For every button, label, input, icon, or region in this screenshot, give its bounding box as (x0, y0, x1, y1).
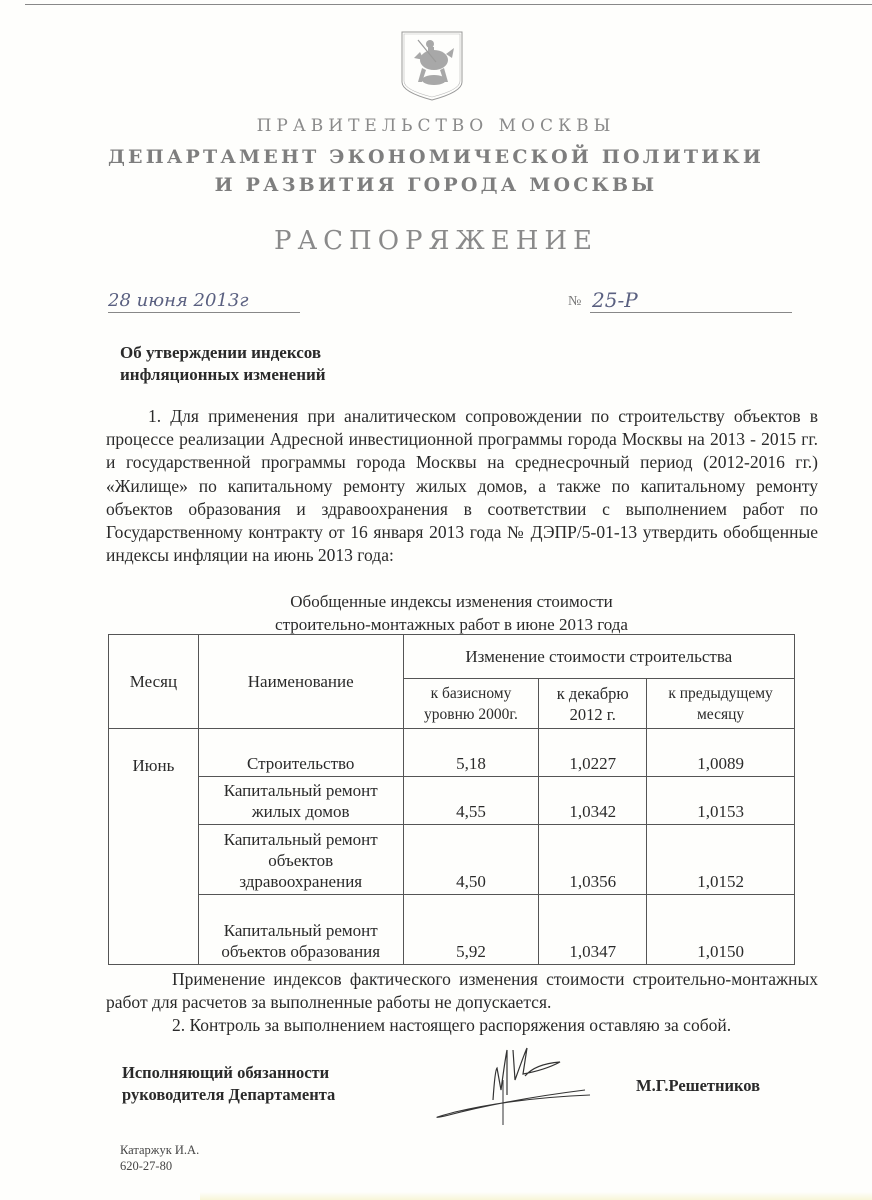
table-row (109, 825, 795, 895)
row-name: Строительство (198, 729, 403, 777)
row-base-2000: 5,18 (403, 729, 539, 777)
row-dec-2012: 1,0347 (539, 895, 647, 965)
table-row (109, 777, 795, 825)
header-prev-month: к предыдущему месяцу (647, 679, 795, 729)
paper-edge-tint (200, 1192, 872, 1200)
document-date: 28 июня 2013г (108, 290, 300, 313)
executor-name: Катаржук И.А. (120, 1143, 200, 1157)
department-title-line1: ДЕПАРТАМЕНТ ЭКОНОМИЧЕСКОЙ ПОЛИТИКИ (107, 146, 765, 168)
paragraph-3: 2. Контроль за выполнением настоящего распоряжения оставляю за собой. (172, 1015, 732, 1035)
table-row (109, 729, 795, 777)
row-name: Капитальный ремонт объектов образования (198, 895, 403, 965)
row-base-2000: 4,50 (403, 825, 539, 895)
document-subject (120, 342, 326, 386)
signer-position-line-1: Исполняющий обязанности (122, 1063, 330, 1082)
executor-phone: 620-27-80 (120, 1159, 173, 1173)
department-title-line2: И РАЗВИТИЯ ГОРОДА МОСКВЫ (214, 174, 658, 196)
month-cell: Июнь (109, 729, 199, 965)
row-dec-2012: 1,0356 (539, 825, 647, 895)
row-prev-month: 1,0153 (647, 777, 795, 825)
row-base-2000: 5,92 (403, 895, 539, 965)
row-base-2000: 4,55 (403, 777, 539, 825)
row-name: Капитальный ремонт объектов здравоохранения (198, 825, 403, 895)
page-top-edge (25, 4, 872, 5)
table-row (109, 895, 795, 965)
signer-position-line-2: руководителя Департамента (122, 1085, 336, 1104)
table-caption-line-1: Обобщенные индексы изменения стоимости (290, 592, 613, 611)
row-dec-2012: 1,0227 (539, 729, 647, 777)
row-prev-month: 1,0150 (647, 895, 795, 965)
document-number: 25-Р (590, 288, 792, 313)
document-type: РАСПОРЯЖЕНИЕ (273, 226, 599, 256)
signer-name: М.Г.Решетников (636, 1076, 761, 1095)
coat-of-arms-icon (400, 30, 464, 102)
header-name: Наименование (198, 635, 403, 729)
government-title: ПРАВИТЕЛЬСТВО МОСКВЫ (256, 116, 616, 136)
header-dec-2012: к декабрю 2012 г. (539, 679, 647, 729)
row-prev-month: 1,0152 (647, 825, 795, 895)
table-caption (108, 590, 795, 636)
subject-line-2: инфляционных изменений (120, 365, 326, 384)
paragraph-2: Применение индексов фактического изменения стоимости строительно-монтажных работ для расчетов за выполненные работы не допускается. (106, 969, 818, 1013)
header-month: Месяц (109, 635, 199, 729)
row-dec-2012: 1,0342 (539, 777, 647, 825)
header-cost-change-group: Изменение стоимости строительства (403, 635, 794, 679)
table-caption-line-2: строительно-монтажных работ в июне 2013 года (275, 615, 628, 634)
header-base-2000: к базисному уровню 2000г. (403, 679, 539, 729)
inflation-index-table (108, 634, 795, 965)
executor-info (120, 1142, 199, 1174)
row-name: Капитальный ремонт жилых домов (198, 777, 403, 825)
signer-position (122, 1062, 335, 1106)
subject-line-1: Об утверждении индексов (120, 343, 322, 362)
row-prev-month: 1,0089 (647, 729, 795, 777)
paragraph-1: 1. Для применения при аналитическом сопровождении по строительству объектов в процессе реализации Адресной инвестиционной программы города Москвы на 2013 - 2015 гг. и государственной программы города Москвы на среднесрочный период (2012-2016 гг.) «Жилище» по капитальному ремонту жилых домов, а также по капитальному ремонту объектов образования и здравоохранения в соответствии с выполнением работ по Государственному контракту от 16 января 2013 года № ДЭПР/5-01-13 утвердить обобщенные индексы инфляции на июнь 2013 года: (106, 406, 818, 566)
handwritten-signature-icon (415, 1040, 635, 1130)
number-label: № (568, 294, 582, 309)
